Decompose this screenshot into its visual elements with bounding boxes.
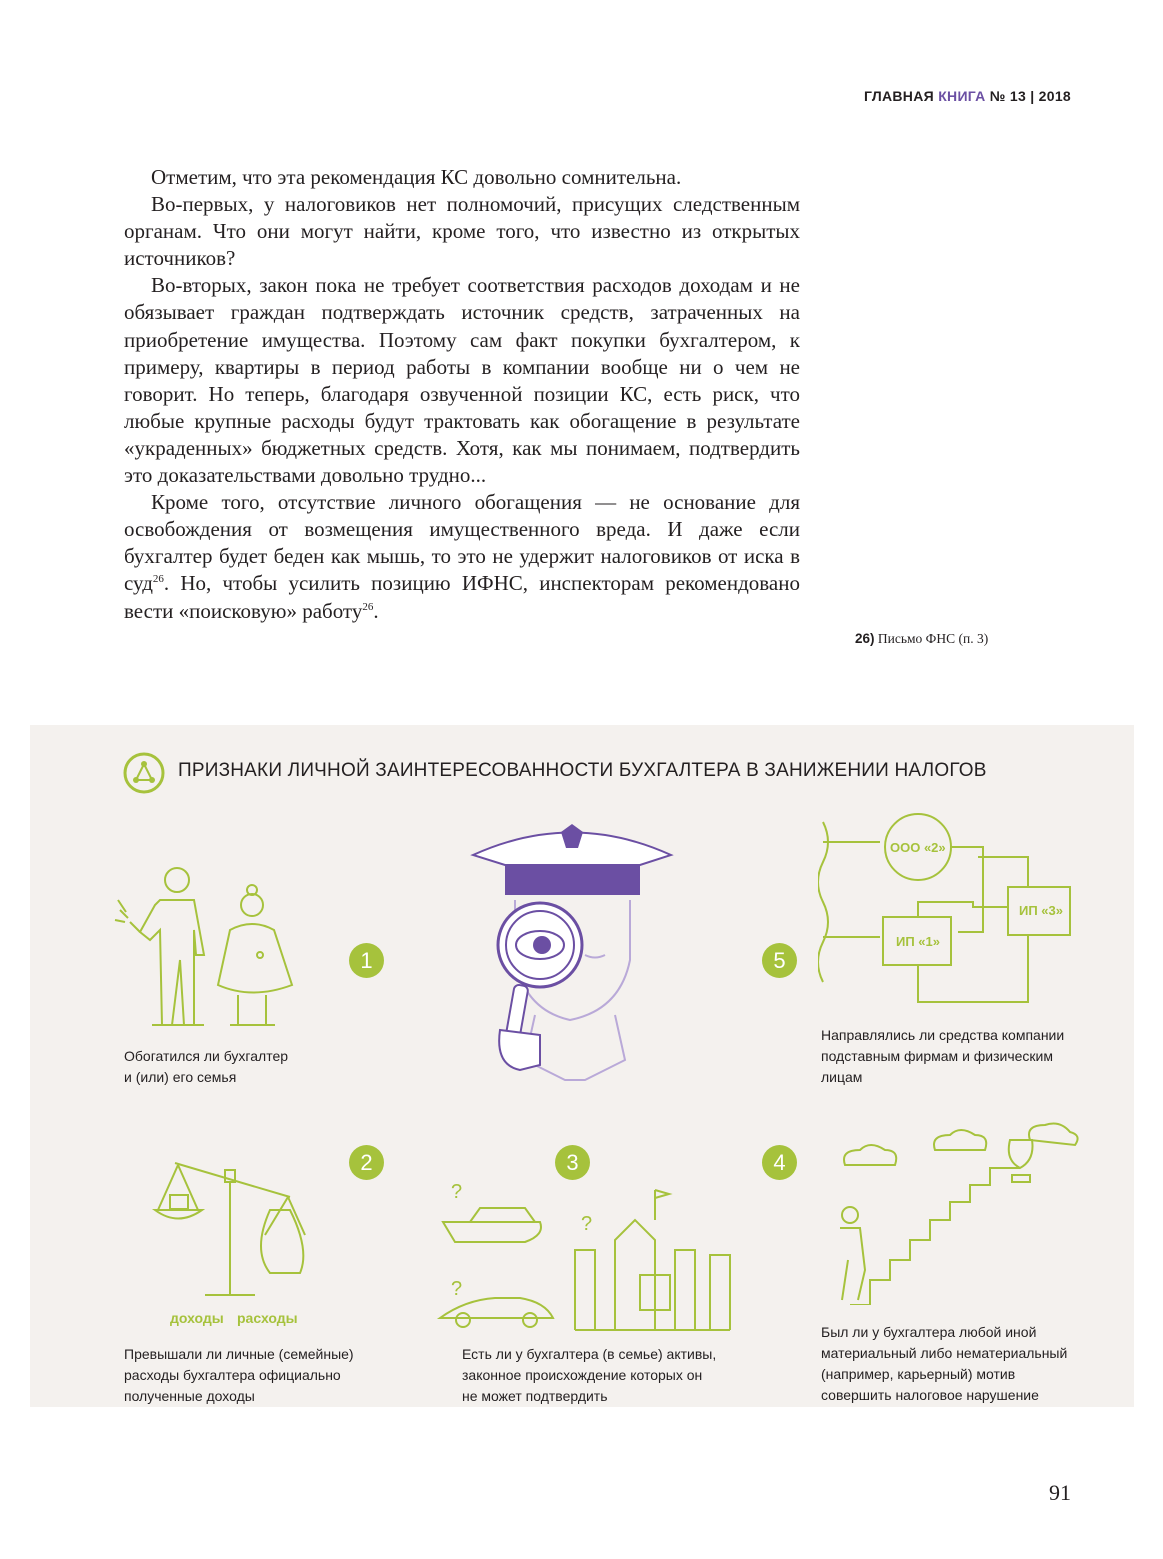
scales-icon — [150, 1155, 310, 1305]
badge-1: 1 — [349, 943, 384, 978]
scheme-label-ip1: ИП «1» — [896, 934, 940, 949]
caption-3-line-2: законное происхождение которых он — [462, 1367, 703, 1383]
caption-5 — [821, 1025, 1064, 1088]
caption-2-line-3: полученные доходы — [124, 1388, 255, 1404]
paragraph-1: Отметим, что эта рекомендация КС довольно сомнительна. — [151, 165, 682, 189]
caption-5-line-3: лицам — [821, 1069, 863, 1085]
footnote — [855, 631, 988, 647]
infographic-title: ПРИЗНАКИ ЛИЧНОЙ ЗАИНТЕРЕСОВАННОСТИ БУХГАЛТЕРА В ЗАНИЖЕНИИ НАЛОГОВ — [178, 760, 987, 781]
tax-inspector-icon — [465, 820, 680, 1095]
caption-2-line-1: Превышали ли личные (семейные) — [124, 1346, 354, 1362]
footnote-number: 26) — [855, 631, 875, 646]
career-stairs-icon — [820, 1120, 1080, 1305]
svg-text:?: ? — [451, 1181, 463, 1203]
caption-1-line-2: и (или) его семья — [124, 1069, 237, 1085]
article-body — [124, 164, 800, 625]
footnote-text: Письмо ФНС (п. 3) — [877, 631, 989, 646]
scheme-label-ip3: ИП «3» — [1019, 903, 1063, 918]
caption-1 — [124, 1046, 288, 1088]
badge-2: 2 — [349, 1145, 384, 1180]
caption-2-line-2: расходы бухгалтера официально — [124, 1367, 341, 1383]
paragraph-4-part-b: . Но, чтобы усилить позицию ИФНС, инспекторам рекомендовано вести «поисковую» работу — [124, 571, 800, 623]
brand-part1: ГЛАВНАЯ — [863, 88, 934, 104]
paragraph-4-part-a: Кроме того, отсутствие личного обогащения — не основание для освобождения от возмещения имущественного вреда. И даже если бухгалтер будет беден как мышь, то это не удержит налоговиков от иска в суд — [124, 490, 800, 596]
page-header — [864, 88, 1071, 104]
paragraph-4-part-c: . — [373, 598, 379, 623]
badge-5: 5 — [762, 943, 797, 978]
paragraph-4 — [124, 489, 800, 624]
network-icon — [123, 752, 165, 794]
svg-text:?: ? — [581, 1213, 593, 1235]
shell-company-scheme-icon — [818, 812, 1078, 1017]
caption-4 — [821, 1322, 1067, 1406]
caption-4-line-2: материальный либо нематериальный — [821, 1345, 1068, 1361]
paragraph-2: Во-первых, у налоговиков нет полномочий, присущих следственным органам. Что они могут найти, кроме того, что известно из открытых источников? — [124, 192, 800, 271]
rich-family-icon — [100, 860, 310, 1030]
issue-number: № 13 | 2018 — [989, 88, 1071, 104]
svg-text:?: ? — [451, 1278, 463, 1300]
caption-3 — [462, 1344, 716, 1407]
caption-4-line-1: Был ли у бухгалтера любой иной — [821, 1324, 1037, 1340]
paragraph-3: Во-вторых, закон пока не требует соответствия расходов доходам и не обязывает граждан подтверждать источник средств, затраченных на приобретение имущества. Поэтому сам факт покупки бухгалтером, к примеру, квартиры в период работы в компании вообще ни о чем не говорит. Но теперь, благодаря озвученной позиции КС, есть риск, что любые крупные расходы будут трактовать как обогащение в результате «украденных» бюджетных средств. Хотя, как мы понимаем, подтвердить это доказательствами довольно трудно... — [124, 273, 800, 488]
brand-part2: КНИГА — [938, 88, 986, 104]
scale-income-label: доходы — [170, 1310, 224, 1326]
caption-5-line-2: подставным фирмам и физическим — [821, 1048, 1054, 1064]
caption-5-line-1: Направлялись ли средства компании — [821, 1027, 1065, 1043]
caption-2 — [124, 1344, 354, 1407]
badge-3: 3 — [555, 1145, 590, 1180]
luxury-assets-icon — [435, 1180, 735, 1335]
footnote-ref-2[interactable]: 26 — [362, 600, 374, 613]
caption-1-line-1: Обогатился ли бухгалтер — [124, 1048, 289, 1064]
scale-expense-label: расходы — [237, 1310, 298, 1326]
caption-4-line-4: совершить налоговое нарушение — [821, 1387, 1039, 1403]
caption-3-line-1: Есть ли у бухгалтера (в семье) активы, — [462, 1346, 717, 1362]
badge-4: 4 — [762, 1145, 797, 1180]
caption-3-line-3: не может подтвердить — [462, 1388, 608, 1404]
scheme-label-ooo: ООО «2» — [890, 840, 946, 855]
caption-4-line-3: (например, карьерный) мотив — [821, 1366, 1016, 1382]
footnote-ref-1[interactable]: 26 — [152, 573, 164, 586]
page-number: 91 — [1049, 1480, 1071, 1505]
